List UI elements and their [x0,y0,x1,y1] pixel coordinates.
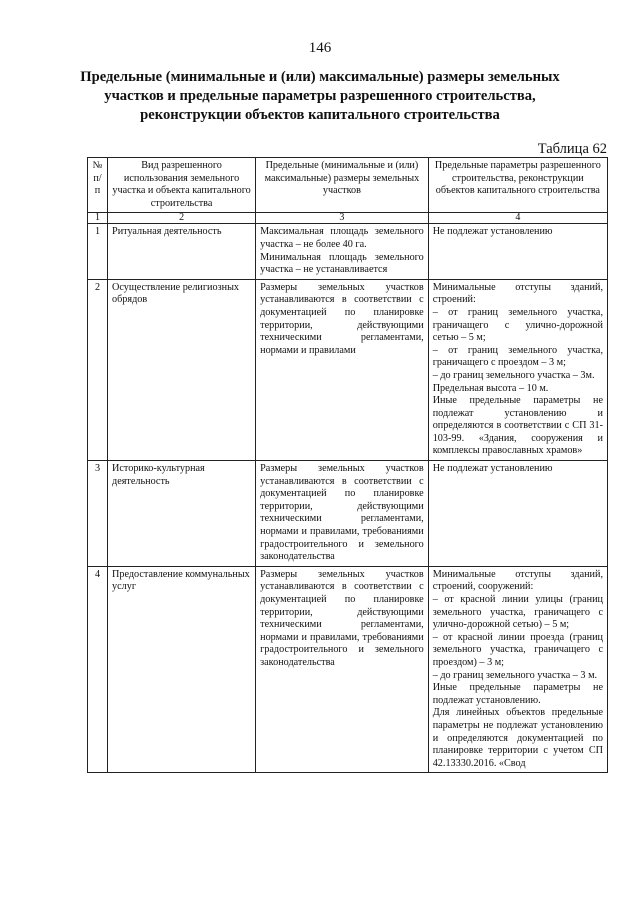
cell-paragraph: – от границ земельного участка, граничащего с проездом – 3 м; [432,344,603,369]
build-params-cell [428,224,607,279]
cell-paragraph: Не подлежат установлению [432,226,553,238]
cell-paragraph: Размеры земельных участков устанавливаются в соответствии с документацией по планировке территории, действующими техническими регламентами, нормами и правилами [260,281,424,356]
cell-paragraph: Иные предельные параметры не подлежат установлению и определяются в соответствии с СП 31-103-99. «Здания, сооружения и комплексы православных храмов» [432,395,603,457]
column-number: 3 [256,213,429,224]
use-kind-cell: Историко-культурная деятельность [108,461,256,567]
cell-paragraph: – до границ земельного участка – 3 м. [432,669,598,681]
header-number: № п/п [88,158,108,213]
plot-sizes-cell [256,461,429,567]
page-title [60,68,580,125]
cell-paragraph: – до границ земельного участка – 3м. [432,369,595,381]
table-row [88,224,608,279]
table-row [88,461,608,567]
plot-sizes-cell [256,279,429,460]
row-number: 2 [88,279,108,460]
header-use-kind: Вид разрешенного использования земельного участка и объекта капитального строительства [108,158,256,213]
cell-paragraph: Иные предельные параметры не подлежат установлению. [432,682,603,706]
cell-paragraph: – от границ земельного участка, граничащего с улично-дорожной сетью – 5 м; [432,306,603,344]
cell-paragraph: – от красной линии проезда (границ земельного участка, граничащего с проездом) – 3 м; [432,631,603,668]
build-params-cell [428,279,607,460]
row-number: 3 [88,461,108,567]
column-number: 1 [88,213,108,224]
title-line: реконструкции объектов капитального строительства [140,107,500,123]
use-kind-cell: Осуществление религиозных обрядов [108,279,256,460]
column-number: 4 [428,213,607,224]
parameters-table [87,157,608,773]
cell-paragraph: Размеры земельных участков устанавливаются в соответствии с документацией по планировке территории, действующими техническими регламентами, нормами и правилами, требованиями градостроительного и земельного законодательства [260,463,424,563]
table-header-row [88,158,608,213]
title-line: Предельные (минимальные и (или) максимальные) размеры земельных [80,69,560,85]
cell-paragraph: – от красной линии улицы (границ земельного участка, граничащего с улично-дорожной сетью) – 5 м; [432,594,603,631]
build-params-cell [428,461,607,567]
cell-paragraph: Предельная высота – 10 м. [432,382,549,394]
cell-paragraph: Минимальные отступы зданий, строений: [432,281,603,306]
title-line: участков и предельные параметры разрешенного строительства, [104,88,536,104]
cell-paragraph: Минимальная площадь земельного участка – не устанавливается [260,251,424,276]
cell-paragraph: Для линейных объектов предельные параметры не подлежат установлению и определяются документацией по планировке территории с учетом СП 42.13330.2016. «Свод [432,707,603,769]
table-row [88,566,608,773]
build-params-cell [428,566,607,773]
column-number: 2 [108,213,256,224]
row-number: 4 [88,566,108,773]
plot-sizes-cell [256,224,429,279]
table-row [88,279,608,460]
cell-paragraph: Минимальные отступы зданий, строений, сооружений: [432,568,603,593]
use-kind-cell: Предоставление коммунальных услуг [108,566,256,773]
cell-paragraph: Размеры земельных участков устанавливаются в соответствии с документацией по планировке территории, действующими техническими регламентами, нормами и правилами, требованиями градостроительного и земельного законодательства [260,568,424,668]
row-number: 1 [88,224,108,279]
plot-sizes-cell [256,566,429,773]
cell-paragraph: Не подлежат установлению [432,463,553,475]
cell-paragraph: Максимальная площадь земельного участка – не более 40 га. [260,226,424,250]
use-kind-cell: Ритуальная деятельность [108,224,256,279]
header-plot-sizes: Предельные (минимальные и (или) максимальные) размеры земельных участков [256,158,429,213]
column-number-row [88,213,608,224]
header-build-params: Предельные параметры разрешенного строительства, реконструкции объектов капитального строительства [428,158,607,213]
table-label: Таблица 62 [537,141,607,157]
page-number: 146 [308,40,332,56]
